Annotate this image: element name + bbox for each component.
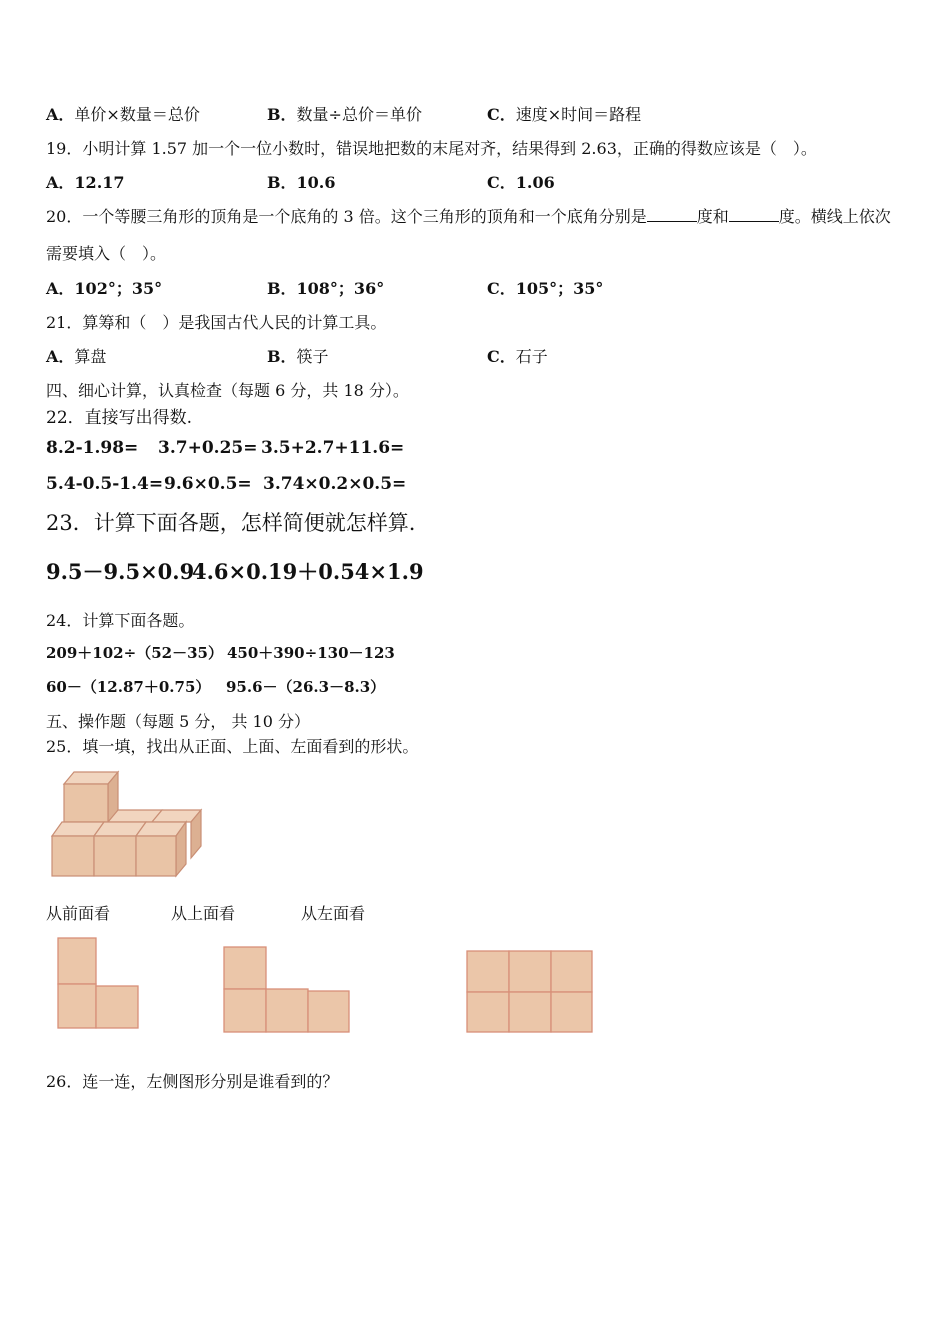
answer-blank	[647, 220, 697, 222]
q21-option-b: B．筷子	[267, 347, 329, 366]
q26-title: 26．连一连，左侧图形分别是谁看到的？	[46, 1072, 339, 1091]
q18-option-a: A．单价×数量＝总价	[46, 105, 200, 124]
section-5-title: 五、操作题（每题 5 分， 共 10 分）	[46, 712, 310, 731]
q19-option-a: A．12.17	[46, 173, 125, 192]
q19-option-b: B．10.6	[267, 173, 336, 192]
q23-title: 23．计算下面各题，怎样简便就怎样算.	[46, 511, 416, 535]
square	[551, 951, 592, 992]
q19-question: 19．小明计算 1.57 加一个一位小数时，错误地把数的末尾对齐，结果得到 2.63，正确的得数应该是（ ）。	[46, 139, 817, 158]
square	[551, 992, 592, 1032]
q21-question: 21．算筹和（ ）是我国古代人民的计算工具。	[46, 313, 387, 332]
q23-expr: 4.6×0.19＋0.54×1.9	[192, 559, 424, 584]
square	[266, 989, 308, 1032]
view-shape-3	[462, 946, 598, 1036]
q24-expr: 95.6－（26.3－8.3）	[226, 678, 386, 696]
q20-question: 20．一个等腰三角形的顶角是一个底角的 3 倍。这个三角形的顶角和一个底角分别是 度和 度。横线上依次	[46, 207, 891, 226]
q24-title: 24．计算下面各题。	[46, 611, 195, 630]
q22-expr: 9.6×0.5=	[164, 474, 252, 494]
square	[96, 986, 138, 1028]
square	[224, 989, 266, 1032]
view-label-left: 从左面看	[301, 904, 366, 923]
answer-blank	[729, 220, 779, 222]
q22-expr: 3.7+0.25=	[158, 438, 258, 458]
q20-question-line2: 需要填入（ ）。	[46, 244, 167, 263]
q18-option-b: B．数量÷总价＝单价	[267, 105, 422, 124]
q20-option-a: A．102°；35°	[46, 279, 163, 298]
section-4-title: 四、细心计算，认真检查（每题 6 分，共 18 分）。	[46, 381, 409, 400]
view-label-top: 从上面看	[171, 904, 236, 923]
q23-expr: 9.5－9.5×0.9	[46, 559, 195, 584]
q22-expr: 3.5+2.7+11.6=	[261, 438, 405, 458]
cube-face	[52, 836, 94, 876]
view-shape-1	[52, 934, 144, 1034]
square	[224, 947, 266, 989]
square	[509, 992, 551, 1032]
q22-expr: 8.2-1.98=	[46, 438, 139, 458]
q21-option-a: A．算盘	[46, 347, 107, 366]
q24-expr: 450＋390÷130－123	[227, 644, 395, 662]
q22-title: 22．直接写出得数.	[46, 408, 193, 428]
q22-expr: 5.4-0.5-1.4=	[46, 474, 164, 494]
square	[58, 984, 96, 1028]
q18-option-c: C．速度×时间＝路程	[487, 105, 642, 124]
square	[509, 951, 551, 992]
view-label-front: 从前面看	[46, 904, 111, 923]
q19-option-c: C．1.06	[487, 173, 555, 192]
q21-option-c: C．石子	[487, 347, 548, 366]
square	[467, 992, 509, 1032]
square	[308, 991, 349, 1032]
q25-title: 25．填一填，找出从正面、上面、左面看到的形状。	[46, 737, 419, 756]
square	[467, 951, 509, 992]
q24-expr: 60－（12.87＋0.75）	[46, 678, 211, 696]
cube-face	[64, 784, 108, 822]
cube-face	[136, 836, 176, 876]
q22-expr: 3.74×0.2×0.5=	[263, 474, 407, 494]
cube-stack-figure	[46, 764, 206, 884]
q24-expr: 209＋102÷（52－35）	[46, 644, 223, 662]
view-shape-2	[218, 942, 356, 1037]
square	[58, 938, 96, 984]
cube-face	[94, 836, 136, 876]
q20-option-b: B．108°；36°	[267, 279, 385, 298]
q20-option-c: C．105°；35°	[487, 279, 604, 298]
